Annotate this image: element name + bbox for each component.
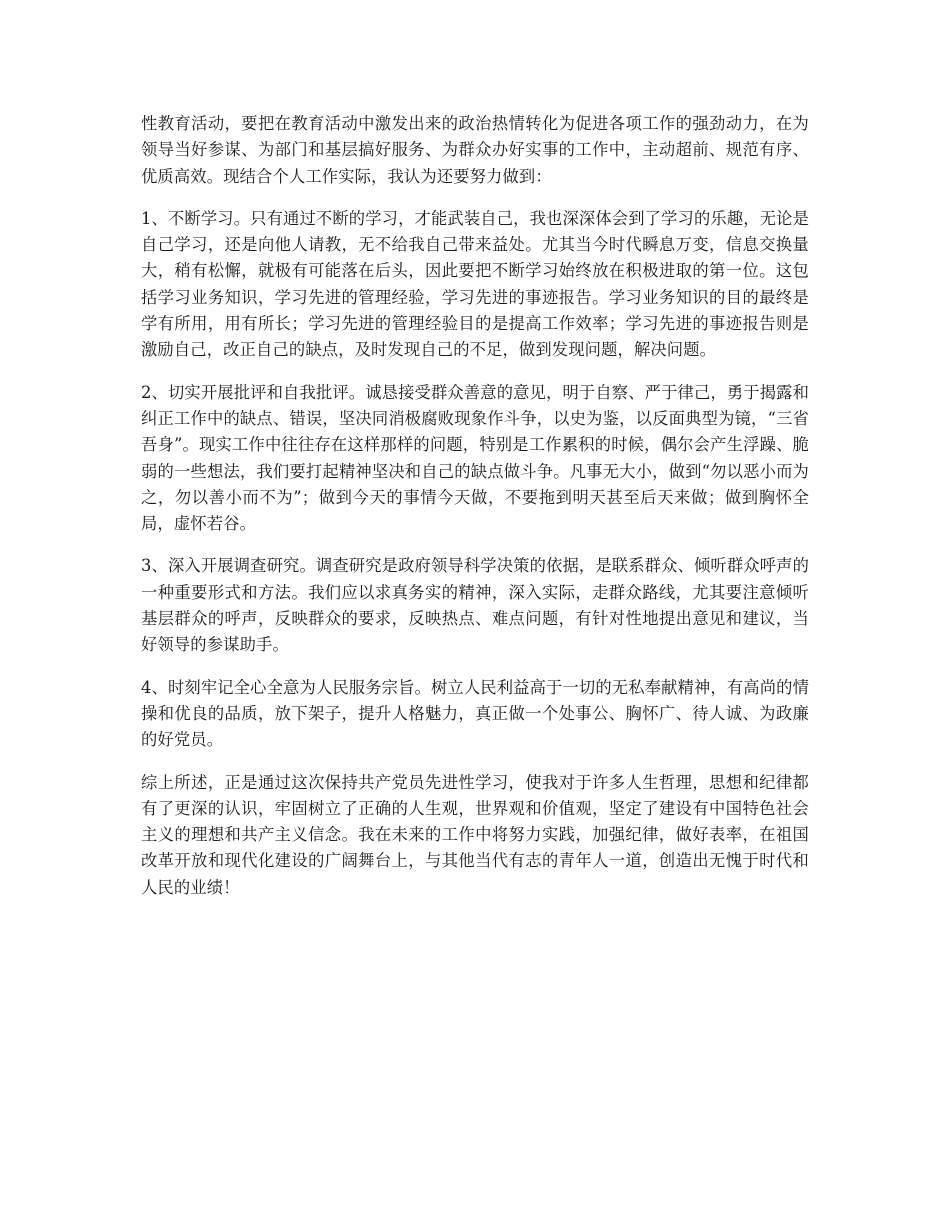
paragraph-intro: 性教育活动，要把在教育活动中激发出来的政治热情转化为促进各项工作的强劲动力，在为领导当好参谋、为部门和基层搞好服务、为群众办好实事的工作中，主动超前、规范有序、优质高效。现结合个人工作实际，我认为还要努力做到： — [141, 114, 809, 186]
paragraph-point-4: 4、时刻牢记全心全意为人民服务宗旨。树立人民利益高于一切的无私奉献精神，有高尚的情操和优良的品质，放下架子，提升人格魅力，真正做一个处事公、胸怀广、待人诚、为政廉的好党员。 — [141, 677, 809, 750]
paragraph-point-2: 2、切实开展批评和自我批评。诚恳接受群众善意的意见，明于自察、严于律己，勇于揭露和纠正工作中的缺点、错误，坚决同消极腐败现象作斗争，以史为鉴，以反面典型为镜，“三省吾身”。现实工作中往往存在这样那样的问题，特别是工作累积的时候，偶尔会产生浮躁、脆弱的一些想法，我们要打起精神坚决和自己的缺点做斗争。凡事无大小，做到“勿以恶小而为之，勿以善小而不为”；做到今天的事情今天做，不要拖到明天甚至后天来做；做到胸怀全局，虚怀若谷。 — [141, 382, 809, 534]
paragraph-conclusion: 综上所述，正是通过这次保持共产党员先进性学习，使我对于许多人生哲理，思想和纪律都有了更深的认识，牢固树立了正确的人生观，世界观和价值观，坚定了建设有中国特色社会主义的理想和共产主义信念。我在未来的工作中将努力实践，加强纪律，做好表率，在祖国改革开放和现代化建设的广阔舞台上，与其他当代有志的青年人一道，创造出无愧于时代和人民的业绩！ — [141, 772, 809, 897]
paragraph-point-1: 1、不断学习。只有通过不断的学习，才能武装自己，我也深深体会到了学习的乐趣，无论是自己学习，还是向他人请教，无不给我自己带来益处。尤其当今时代瞬息万变，信息交换量大，稍有松懈，就极有可能落在后头，因此要把不断学习始终放在积极进取的第一位。这包括学习业务知识，学习先进的管理经验，学习先进的事迹报告。学习业务知识的目的最终是学有所用，用有所长；学习先进的管理经验目的是提高工作效率；学习先进的事迹报告则是激励自己，改正自己的缺点，及时发现自己的不足，做到发现问题，解决问题。 — [141, 208, 809, 360]
document-body — [141, 111, 809, 917]
paragraph-point-3: 3、深入开展调查研究。调查研究是政府领导科学决策的依据，是联系群众、倾听群众呼声的一种重要形式和方法。我们应以求真务实的精神，深入实际，走群众路线，尤其要注意倾听基层群众的呼声，反映群众的要求，反映热点、难点问题，有针对性地提出意见和建议，当好领导的参谋助手。 — [141, 556, 809, 655]
